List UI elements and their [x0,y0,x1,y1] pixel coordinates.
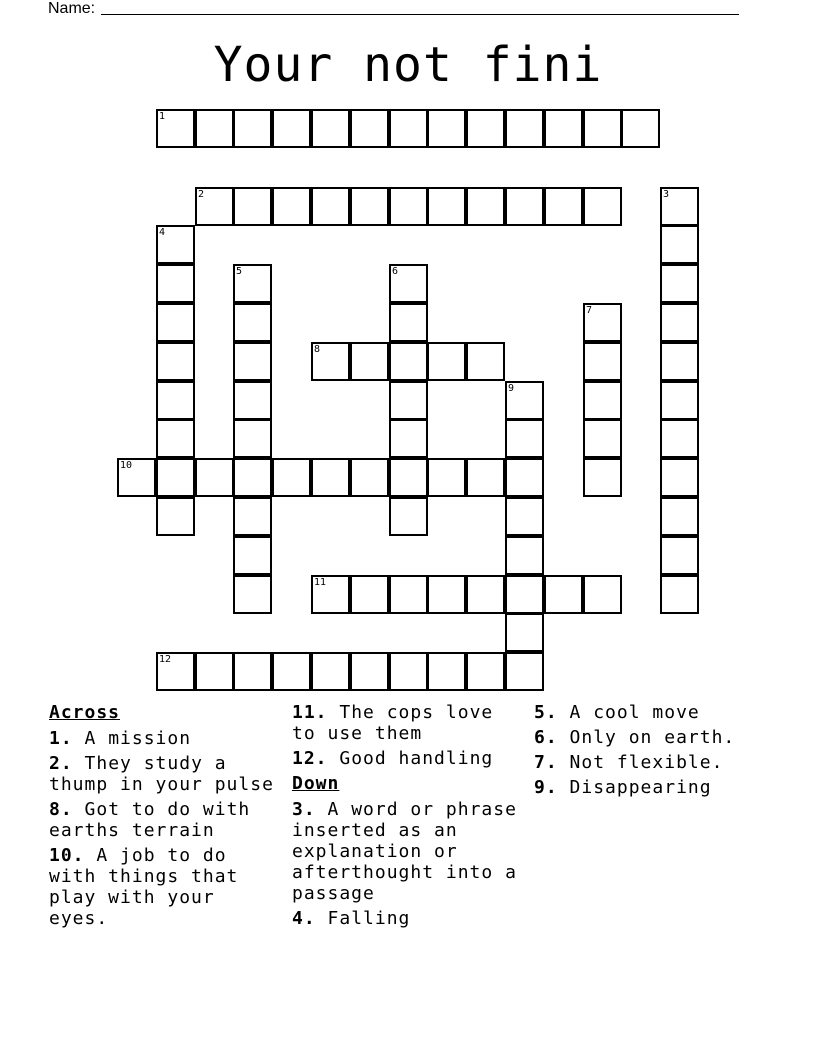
grid-cell[interactable] [272,652,311,691]
grid-cell[interactable] [427,109,466,148]
grid-cell[interactable] [350,575,389,614]
grid-cell[interactable] [427,458,466,497]
clue-number: 9. [534,777,558,798]
grid-cell[interactable] [195,458,234,497]
grid-cell[interactable] [505,536,544,575]
clue-across-12 [292,748,528,769]
clues-column-3 [534,702,770,802]
grid-cell[interactable] [389,381,428,420]
grid-cell[interactable] [311,575,350,614]
clue-number-label: 12 [159,654,172,665]
clue-across-2 [49,753,285,795]
clue-number-label: 10 [120,460,133,471]
grid-cell[interactable] [505,187,544,226]
grid-cell[interactable] [195,652,234,691]
grid-cell[interactable] [389,575,428,614]
grid-cell[interactable] [583,342,622,381]
grid-cell[interactable] [350,458,389,497]
grid-cell[interactable] [311,187,350,226]
clues-column-1 [49,702,285,933]
grid-cell[interactable] [156,109,195,148]
clue-number-label: 7 [586,305,593,316]
name-field[interactable] [48,0,739,18]
clue-down-4 [292,908,528,929]
grid-cell[interactable] [427,187,466,226]
clue-number: 5. [534,702,558,723]
grid-cell[interactable] [505,652,544,691]
grid-cell[interactable] [466,187,505,226]
clue-number: 11. [292,702,328,723]
grid-cell[interactable] [311,652,350,691]
grid-cell[interactable] [660,187,699,226]
grid-cell[interactable] [660,264,699,303]
grid-cell[interactable] [505,497,544,536]
clue-number: 4. [292,908,316,929]
grid-cell[interactable] [233,652,272,691]
clue-number: 8. [49,799,73,820]
grid-cell[interactable] [660,497,699,536]
grid-cell[interactable] [466,575,505,614]
grid-cell[interactable] [156,497,195,536]
clue-text: A mission [84,728,192,749]
grid-cell[interactable] [350,342,389,381]
clue-number: 10. [49,845,85,866]
clue-number: 12. [292,748,328,769]
clue-text: Only on earth. [569,727,736,748]
grid-cell[interactable] [350,187,389,226]
grid-cell[interactable] [660,458,699,497]
grid-cell[interactable] [621,109,660,148]
grid-cell[interactable] [505,575,544,614]
clue-number: 1. [49,728,73,749]
grid-cell[interactable] [272,187,311,226]
clue-text: Falling [327,908,411,929]
clue-down-5 [534,702,770,723]
grid-cell[interactable] [660,225,699,264]
puzzle-title: Your not fini [213,37,603,93]
grid-cell[interactable] [583,419,622,458]
clue-text: A cool move [569,702,700,723]
grid-cell[interactable] [389,652,428,691]
grid-cell[interactable] [660,536,699,575]
grid-cell[interactable] [195,109,234,148]
clue-number-label: 9 [508,383,515,394]
grid-cell[interactable] [156,225,195,264]
grid-cell[interactable] [350,109,389,148]
grid-cell[interactable] [389,342,428,381]
grid-cell[interactable] [156,342,195,381]
grid-cell[interactable] [233,536,272,575]
grid-cell[interactable] [427,342,466,381]
clue-number-label: 4 [159,227,166,238]
grid-cell[interactable] [583,109,622,148]
grid-cell[interactable] [156,458,195,497]
grid-cell[interactable] [466,109,505,148]
grid-cell[interactable] [311,342,350,381]
clue-down-6 [534,727,770,748]
grid-cell[interactable] [660,303,699,342]
clue-number-label: 11 [314,577,327,588]
clue-down-9 [534,777,770,798]
grid-cell[interactable] [660,342,699,381]
clue-text: Disappearing [569,777,712,798]
clue-number-label: 8 [314,344,321,355]
grid-cell[interactable] [233,342,272,381]
clue-number: 3. [292,799,316,820]
grid-cell[interactable] [389,109,428,148]
clue-across-8 [49,799,285,841]
grid-cell[interactable] [156,303,195,342]
grid-cell[interactable] [466,458,505,497]
grid-cell[interactable] [233,419,272,458]
grid-cell[interactable] [583,303,622,342]
clue-number-label: 2 [198,189,205,200]
name-label: Name: [48,0,96,17]
grid-cell[interactable] [272,109,311,148]
grid-cell[interactable] [389,419,428,458]
grid-cell[interactable] [505,109,544,148]
grid-cell[interactable] [505,613,544,652]
grid-cell[interactable] [389,497,428,536]
grid-cell[interactable] [544,575,583,614]
grid-cell[interactable] [466,652,505,691]
clue-number: 2. [49,753,73,774]
grid-cell[interactable] [505,419,544,458]
clue-number: 6. [534,727,558,748]
grid-cell[interactable] [583,575,622,614]
grid-cell[interactable] [233,303,272,342]
grid-cell[interactable] [544,109,583,148]
grid-cell[interactable] [272,458,311,497]
clue-number-label: 6 [392,266,399,277]
grid-cell[interactable] [660,575,699,614]
down-heading: Down [292,773,340,794]
grid-cell[interactable] [544,187,583,226]
grid-cell[interactable] [311,109,350,148]
grid-cell[interactable] [233,381,272,420]
grid-cell[interactable] [466,342,505,381]
grid-cell[interactable] [233,187,272,226]
grid-cell[interactable] [233,458,272,497]
clue-text: Good handling [339,748,494,769]
clue-number-label: 5 [236,266,243,277]
clue-number-label: 1 [159,111,166,122]
across-heading: Across [49,702,121,723]
clue-text: The cops love to use them [292,702,494,744]
clue-text: A job to do with things that play with your eyes. [49,845,239,929]
clue-down-7 [534,752,770,773]
grid-cell[interactable] [156,264,195,303]
clue-text: Not flexible. [569,752,724,773]
clue-text: They study a thump in your pulse [49,753,274,795]
grid-cell[interactable] [583,458,622,497]
clues-column-2 [292,702,528,933]
grid-cell[interactable] [389,458,428,497]
clue-across-1 [49,728,285,749]
clue-text: Got to do with earths terrain [49,799,251,841]
grid-cell[interactable] [505,458,544,497]
grid-cell[interactable] [505,381,544,420]
grid-cell[interactable] [156,652,195,691]
clue-across-11 [292,702,528,744]
grid-cell[interactable] [156,381,195,420]
grid-cell[interactable] [583,381,622,420]
clue-down-3 [292,799,528,904]
name-underline[interactable] [101,0,739,15]
grid-cell[interactable] [156,419,195,458]
grid-cell[interactable] [233,109,272,148]
clue-number-label: 3 [663,189,670,200]
grid-cell[interactable] [233,497,272,536]
clue-across-10 [49,845,285,929]
grid-cell[interactable] [389,187,428,226]
clue-number: 7. [534,752,558,773]
grid-cell[interactable] [233,575,272,614]
grid-cell[interactable] [660,381,699,420]
grid-cell[interactable] [350,652,389,691]
grid-cell[interactable] [427,652,466,691]
grid-cell[interactable] [583,187,622,226]
grid-cell[interactable] [311,458,350,497]
grid-cell[interactable] [389,264,428,303]
grid-cell[interactable] [389,303,428,342]
grid-cell[interactable] [660,419,699,458]
clue-text: A word or phrase inserted as an explanation or afterthought into a passage [292,799,517,904]
grid-cell[interactable] [195,187,234,226]
grid-cell[interactable] [427,575,466,614]
grid-cell[interactable] [117,458,156,497]
grid-cell[interactable] [233,264,272,303]
